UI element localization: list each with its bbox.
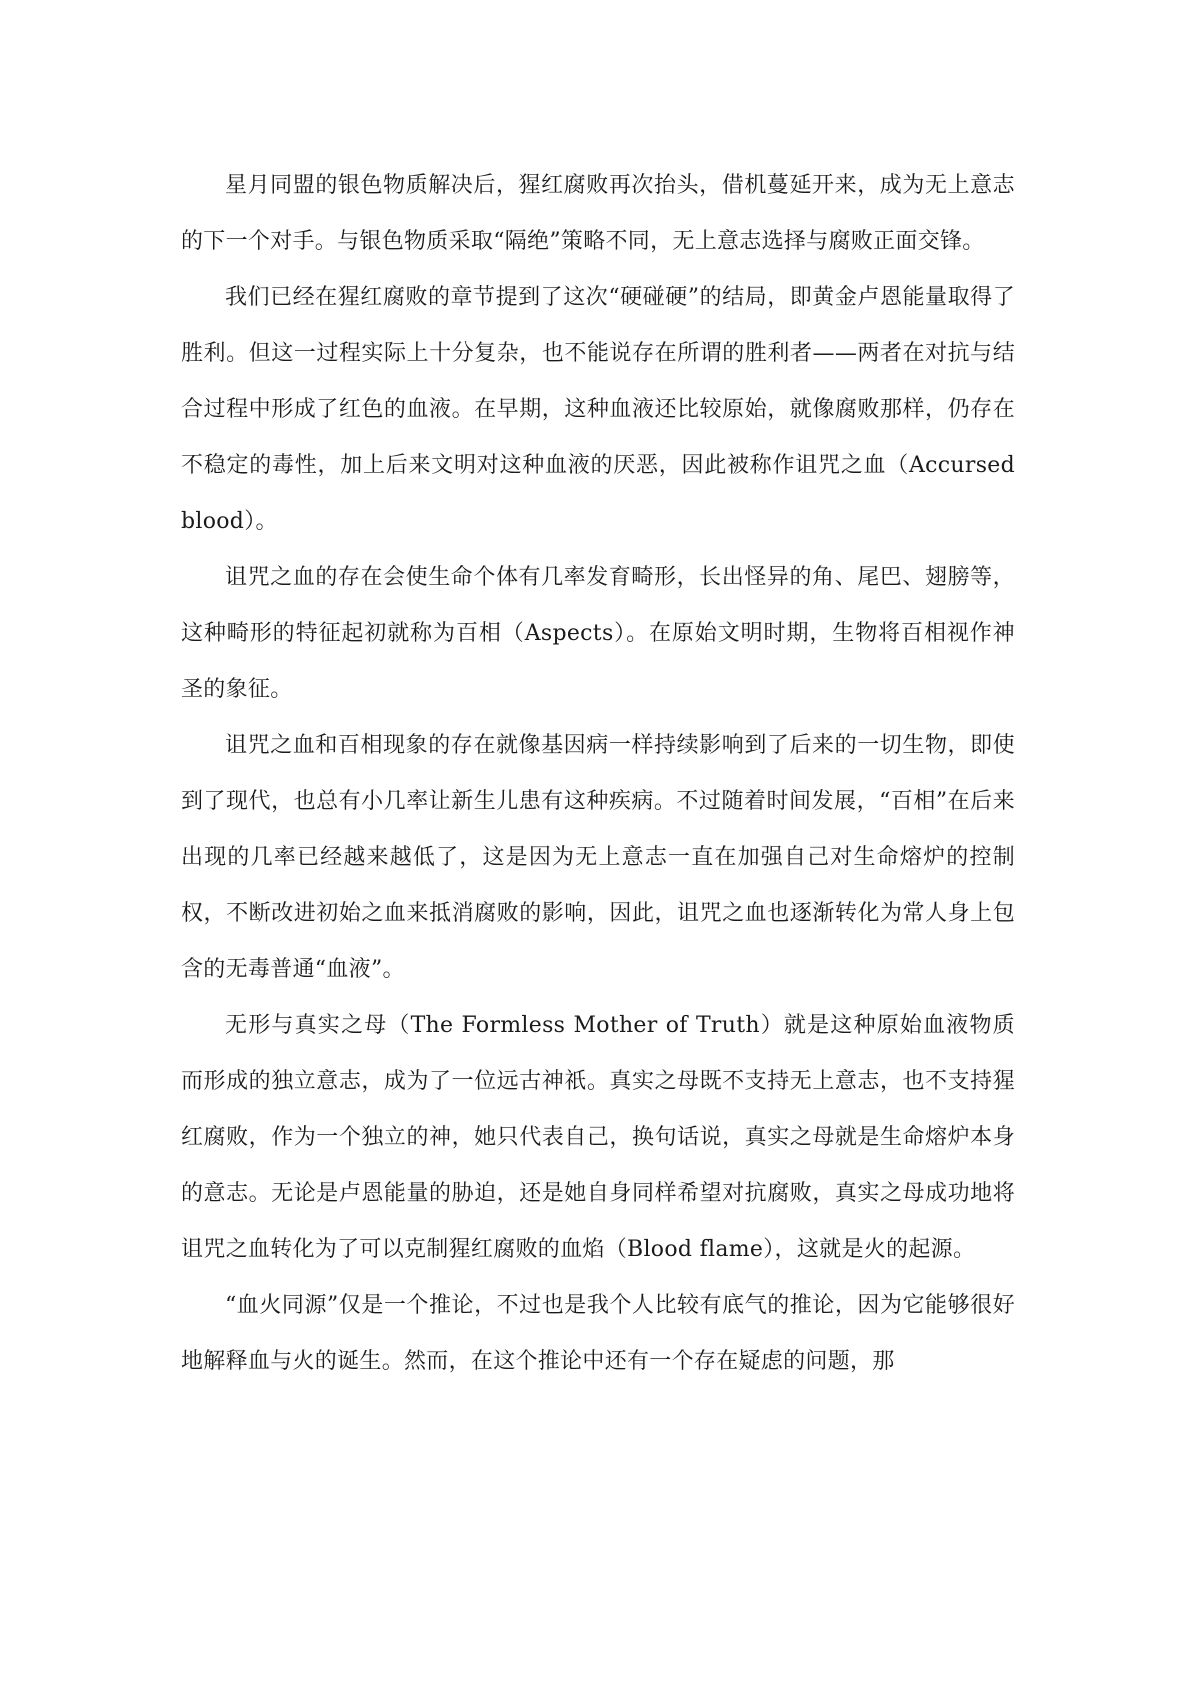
body-text	[181, 158, 1015, 1390]
paragraph-2: 我们已经在猩红腐败的章节提到了这次“硬碰硬”的结局，即黄金卢恩能量取得了胜利。但这一过程实际上十分复杂，也不能说存在所谓的胜利者——两者在对抗与结合过程中形成了红色的血液。在早期，这种血液还比较原始，就像腐败那样，仍存在不稳定的毒性，加上后来文明对这种血液的厌恶，因此被称作诅咒之血（Accursed blood）。	[181, 285, 1015, 534]
paragraph-1: 星月同盟的银色物质解决后，猩红腐败再次抬头，借机蔓延开来，成为无上意志的下一个对手。与银色物质采取“隔绝”策略不同，无上意志选择与腐败正面交锋。	[181, 173, 1015, 254]
paragraph-6: “血火同源”仅是一个推论，不过也是我个人比较有底气的推论，因为它能够很好地解释血与火的诞生。然而，在这个推论中还有一个存在疑虑的问题，那	[181, 1293, 1015, 1374]
paragraph-3: 诅咒之血的存在会使生命个体有几率发育畸形，长出怪异的角、尾巴、翅膀等，这种畸形的特征起初就称为百相（Aspects）。在原始文明时期，生物将百相视作神圣的象征。	[181, 565, 1015, 702]
paragraph-4: 诅咒之血和百相现象的存在就像基因病一样持续影响到了后来的一切生物，即使到了现代，也总有小几率让新生儿患有这种疾病。不过随着时间发展，“百相”在后来出现的几率已经越来越低了，这是因为无上意志一直在加强自己对生命熔炉的控制权，不断改进初始之血来抵消腐败的影响，因此，诅咒之血也逐渐转化为常人身上包含的无毒普通“血液”。	[181, 733, 1015, 982]
paragraph-5: 无形与真实之母（The Formless Mother of Truth）就是这种原始血液物质而形成的独立意志，成为了一位远古神祇。真实之母既不支持无上意志，也不支持猩红腐败，作为一个独立的神，她只代表自己，换句话说，真实之母就是生命熔炉本身的意志。无论是卢恩能量的胁迫，还是她自身同样希望对抗腐败，真实之母成功地将诅咒之血转化为了可以克制猩红腐败的血焰（Blood flame），这就是火的起源。	[181, 1013, 1015, 1262]
